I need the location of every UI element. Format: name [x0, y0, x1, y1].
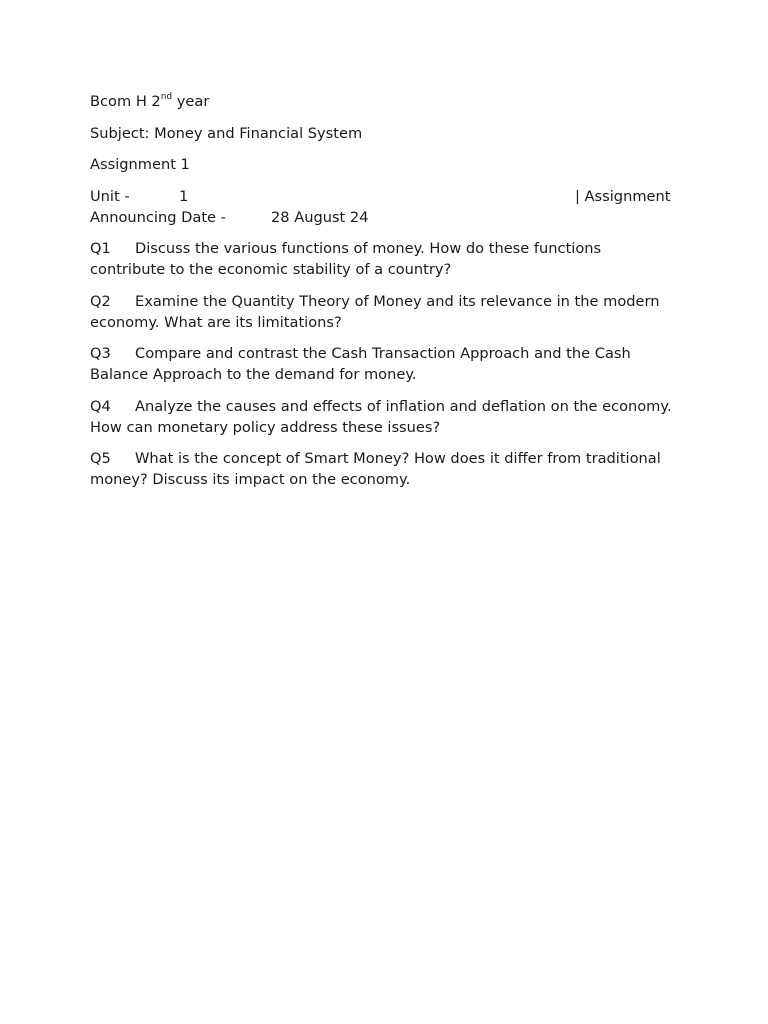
- unit-value: 1: [179, 187, 189, 205]
- document-page: [90, 91, 680, 501]
- announcing-date-label: Announcing Date -: [90, 208, 226, 226]
- question-number: Q1: [90, 240, 111, 257]
- course-prefix: Bcom H 2: [90, 93, 161, 110]
- assignment-title: Assignment 1: [90, 156, 190, 173]
- question-text: Examine the Quantity Theory of Money and its relevance in the modern economy. What are its limitations?: [90, 292, 660, 331]
- course-suffix: year: [172, 93, 210, 110]
- course-line: [90, 91, 680, 112]
- question-text: What is the concept of Smart Money? How does it differ from traditional money? Discuss its impact on the economy.: [90, 450, 661, 488]
- announcing-date-row: [90, 207, 680, 228]
- question-text: Compare and contrast the Cash Transaction Approach and the Cash Balance Approach to the demand for money.: [90, 345, 631, 383]
- question-4: [90, 396, 680, 438]
- question-number: Q4: [90, 397, 111, 415]
- question-text: Analyze the causes and effects of inflation and deflation on the economy. How can monetary policy address these issues?: [90, 397, 672, 436]
- question-number: Q3: [90, 345, 111, 362]
- unit-assignment-label: | Assignment: [575, 187, 671, 205]
- announcing-date-value: 28 August 24: [271, 208, 369, 226]
- question-number: Q2: [90, 292, 111, 310]
- course-ordinal: nd: [160, 92, 173, 103]
- question-number: Q5: [90, 450, 111, 467]
- question-2: [90, 291, 680, 333]
- question-text: Discuss the various functions of money. How do these functions contribute to the economic stability of a country?: [90, 240, 602, 278]
- question-5: [90, 448, 680, 490]
- unit-row: [90, 186, 680, 207]
- subject-line: Subject: Money and Financial System: [90, 124, 363, 142]
- question-1: [90, 238, 680, 280]
- unit-label: Unit -: [90, 187, 130, 205]
- question-3: [90, 343, 680, 385]
